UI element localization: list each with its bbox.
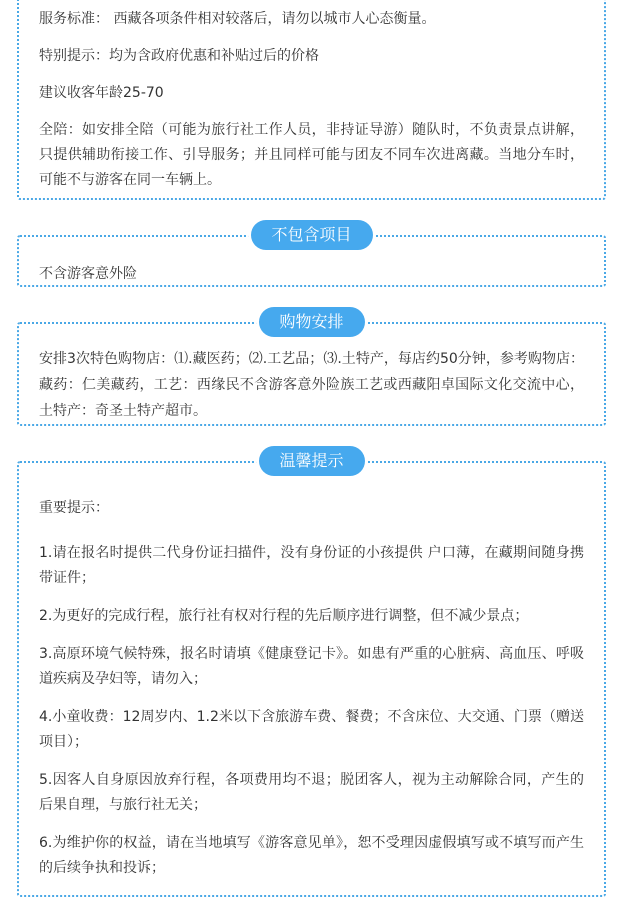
escort-text: 全陪：如安排全陪（可能为旅行社工作人员，非持证导游）随队时，不负责景点讲解，只提供辅助衔接工作、引导服务；并且同样可能与团友不同车次进离藏。当地分车时，可能不与游客在同一车辆上。 (39, 122, 584, 188)
special-note-text: 特别提示：均为含政府优惠和补贴过后的价格 (39, 48, 319, 64)
age-suggestion-text: 建议收客年龄25-70 (39, 85, 164, 101)
tip-item: 2.为更好的完成行程，旅行社有权对行程的先后顺序进行调整，但不减少景点； (39, 608, 529, 624)
service-standard-text: 服务标准： 西藏各项条件相对较落后，请勿以城市人心态衡量。 (39, 11, 436, 27)
tip-item: 3.高原环境气候特殊，报名时请填《健康登记卡》。如患有严重的心脏病、高血压、呼吸道疾病及孕妇等，请勿入； (39, 646, 584, 687)
excluded-items-section (17, 225, 606, 287)
shopping-section (17, 312, 606, 426)
tips-title: 温馨提示 (258, 446, 364, 476)
tip-item: 6.为维护你的权益，请在当地填写《游客意见单》，恕不受理因虚假填写或不填写而产生的后续争执和投诉； (39, 835, 584, 876)
shopping-text: 安排3次特色购物店：⑴.藏医药；⑵.工艺品；⑶.土特产，每店约50分钟，参考购物店：藏药：仁美藏药，工艺：西缘民不含游客意外险族工艺或西藏阳卓国际文化交流中心，土特产：奇圣土特产超市。 (39, 351, 584, 419)
tip-item: 4.小童收费：12周岁内、1.2米以下含旅游车费、餐费；不含床位、大交通、门票（赠送项目）； (39, 709, 584, 750)
tips-section (17, 451, 606, 897)
notes-section (17, 0, 606, 200)
tip-item: 5.因客人自身原因放弃行程，各项费用均不退；脱团客人，视为主动解除合同，产生的后果自理，与旅行社无关； (39, 772, 584, 813)
shopping-title: 购物安排 (258, 307, 364, 337)
excluded-items-text: 不含游客意外险 (39, 266, 137, 282)
tip-item: 1.请在报名时提供二代身份证扫描件，没有身份证的小孩提供 户口薄，在藏期间随身携带证件； (39, 545, 584, 586)
tips-heading: 重要提示： (39, 500, 109, 516)
excluded-items-title: 不包含项目 (250, 220, 372, 250)
